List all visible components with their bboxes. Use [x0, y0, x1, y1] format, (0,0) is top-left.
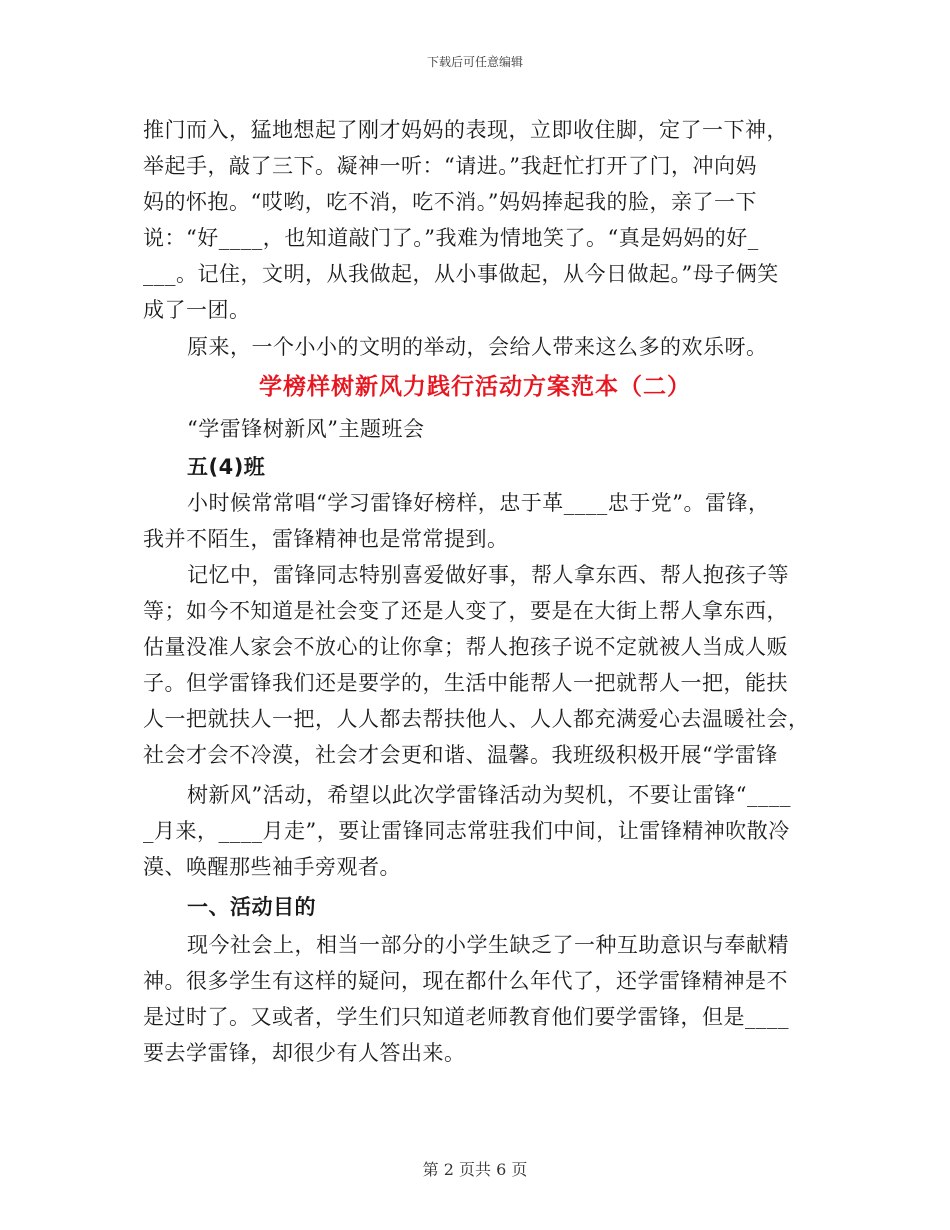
paragraph-line: 我并不陌生，雷锋精神也是常常提到。 [143, 527, 509, 551]
paragraph-line: 成了一团。 [143, 298, 251, 322]
paragraph-line: 原来，一个小小的文明的举动，会给人带来这么多的欢乐呀。 [187, 335, 768, 359]
section-title: 学榜样树新风力践行活动方案范本（二） [259, 374, 691, 400]
paragraph-line: 举起手，敲了三下。凝神一听：“请进。”我赶忙打开了门，冲向妈 [143, 154, 757, 178]
paragraph-line: 树新风”活动，希望以此次学雷锋活动为契机，不要让雷锋“____ [187, 783, 791, 807]
section-heading: 一、活动目的 [187, 895, 316, 919]
paragraph-line: 人一把就扶人一把，人人都去帮扶他人、人人都充满爱心去温暖社会， [143, 707, 810, 731]
paragraph-line: 小时候常常唱“学习雷锋好榜样，忠于革____忠于党”。雷锋， [187, 491, 770, 515]
paragraph-line: 子。但学雷锋我们还是要学的，生活中能帮人一把就帮人一把，能扶 [143, 671, 788, 695]
paragraph-line: 推门而入，猛地想起了刚才妈妈的表现，立即收住脚，定了一下神， [143, 118, 788, 142]
paragraph-line: ___。记住，文明，从我做起，从小事做起，从今日做起。”母子俩笑 [143, 262, 779, 286]
paragraph-line: 记忆中，雷锋同志特别喜爱做好事，帮人拿东西、帮人抱孩子等 [187, 563, 789, 587]
paragraph-line: 现今社会上，相当一部分的小学生缺乏了一种互助意识与奉献精 [187, 933, 789, 957]
paragraph-line: 估量没准人家会不放心的让你拿；帮人抱孩子说不定就被人当成人贩 [143, 635, 788, 659]
subtitle: “学雷锋树新风”主题班会 [187, 417, 425, 441]
page-footer: 第 2 页共 6 页 [422, 1160, 528, 1179]
paragraph-line: 等；如今不知道是社会变了还是人变了，要是在大街上帮人拿东西， [143, 599, 788, 623]
paragraph-line: _月来，____月走”，要让雷锋同志常驻我们中间，让雷锋精神吹散冷 [143, 819, 790, 843]
paragraph-line: 社会才会不冷漠，社会才会更和谐、温馨。我班级积极开展“学雷锋 [143, 743, 778, 767]
paragraph-line: 要去学雷锋，却很少有人答出来。 [143, 1041, 466, 1065]
paragraph-line: 漠、唤醒那些袖手旁观者。 [143, 855, 401, 879]
paragraph-line: 神。很多学生有这样的疑问，现在都什么年代了，还学雷锋精神是不 [143, 969, 788, 993]
paragraph-line: 是过时了。又或者，学生们只知道老师教育他们要学雷锋，但是____ [143, 1005, 789, 1029]
paragraph-line: 妈的怀抱。“哎哟，吃不消，吃不消。”妈妈捧起我的脸，亲了一下 [143, 190, 757, 214]
paragraph-line: 说：“好____，也知道敲门了。”我难为情地笑了。“真是妈妈的好_ [143, 226, 759, 250]
class-label: 五(4)班 [187, 455, 266, 479]
page-header: 下载后可任意编辑 [426, 55, 523, 69]
